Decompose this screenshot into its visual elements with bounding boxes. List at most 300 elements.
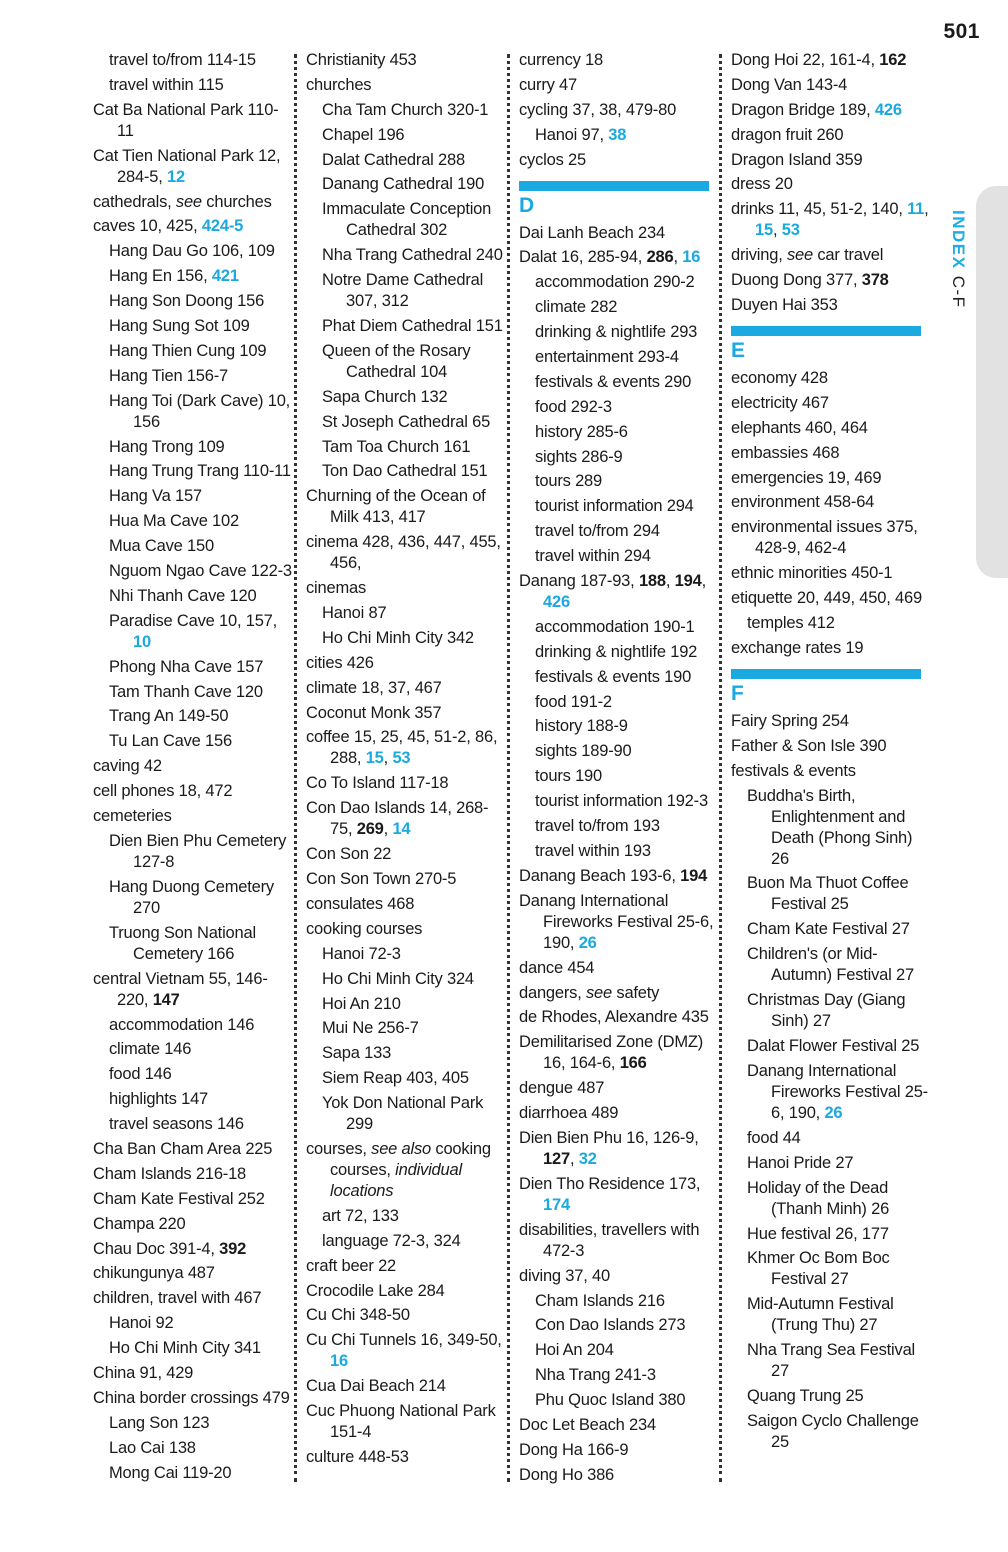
photo-page-ref: 26 [578, 933, 597, 952]
map-page-ref: 188 [638, 572, 666, 591]
entry-text: culture 448-53 [306, 1447, 409, 1466]
index-entry [306, 703, 506, 724]
map-page-ref: 392 [219, 1239, 247, 1258]
entry-text: Duong Dong 377, [731, 271, 862, 290]
entry-text: food 146 [109, 1065, 172, 1084]
entry-text: Mui Ne 256-7 [322, 1019, 419, 1038]
index-subentry [93, 486, 293, 507]
index-entry [306, 727, 506, 769]
entry-text: drinking & nightlife 293 [535, 323, 698, 342]
index-entry [731, 418, 931, 439]
entry-text: Dalat Flower Festival 25 [747, 1037, 920, 1056]
entry-text: Phong Nha Cave 157 [109, 657, 264, 676]
entry-text: festivals & events 190 [535, 667, 692, 686]
entry-text: cycling 37, 38, 479-80 [519, 100, 677, 119]
photo-page-ref: 174 [543, 1195, 570, 1214]
entry-text: Christianity 453 [306, 51, 417, 69]
index-subentry [519, 791, 719, 812]
entry-text: travel within 193 [535, 841, 651, 860]
index-subentry [306, 461, 506, 482]
entry-text: Danang Beach 193-6, [519, 866, 681, 885]
entry-text: Mid-Autumn Festival (Trung Thu) 27 [747, 1295, 894, 1335]
entry-text: de Rhodes, Alexandre 435 [519, 1008, 709, 1027]
entry-text: Coconut Monk 357 [306, 703, 442, 722]
entry-text: sights 189-90 [535, 742, 632, 761]
index-subentry [306, 174, 506, 195]
entry-text: Dalat 16, 285-94, [519, 248, 647, 267]
entry-text: Children's (or Mid-Autumn) Festival 27 [747, 945, 914, 985]
entry-text: Hang Trong 109 [109, 437, 225, 456]
index-entry [519, 75, 719, 96]
entry-text: Trang An 149-50 [109, 707, 229, 726]
index-subentry [93, 291, 293, 312]
map-page-ref: 166 [619, 1054, 647, 1073]
index-side-tab [976, 186, 1008, 578]
entry-text: Khmer Oc Bom Boc Festival 27 [747, 1249, 890, 1289]
entry-text: cinemas [306, 579, 367, 598]
index-subentry [731, 990, 931, 1032]
column-divider [719, 54, 722, 1482]
entry-text: Queen of the Rosary Cathedral 104 [322, 341, 471, 381]
entry-text: children, travel with 467 [93, 1289, 262, 1308]
index-subentry [519, 816, 719, 837]
index-entry [306, 532, 506, 574]
map-page-ref: 147 [152, 990, 180, 1009]
entry-text: Phu Quoc Island 380 [535, 1391, 686, 1410]
index-subentry [519, 496, 719, 517]
entry-text: dangers, [519, 983, 586, 1002]
entry-text: Con Son Town 270-5 [306, 870, 457, 889]
index-subentry [306, 341, 506, 383]
index-entry [731, 711, 931, 732]
entry-text: Hang Sung Sot 109 [109, 317, 250, 336]
index-subentry [519, 841, 719, 862]
index-entry [306, 1401, 506, 1443]
index-entry [731, 393, 931, 414]
index-subentry [306, 628, 506, 649]
entry-text: travel to/from 294 [535, 522, 660, 541]
photo-page-ref: 16 [330, 1352, 348, 1371]
entry-text: Tam Thanh Cave 120 [109, 682, 263, 701]
index-entry [519, 1266, 719, 1287]
index-subentry [306, 316, 506, 337]
entry-text: exchange rates 19 [731, 638, 864, 657]
entry-text: Chau Doc 391-4, [93, 1239, 220, 1258]
map-page-ref: 378 [861, 271, 889, 290]
entry-text: tours 289 [535, 472, 602, 491]
index-subentry [731, 786, 931, 870]
photo-page-ref: 421 [211, 267, 239, 286]
entry-text: central Vietnam 55, 146-220, [93, 969, 268, 1009]
index-subentry [93, 511, 293, 532]
entry-text: Nhi Thanh Cave 120 [109, 586, 257, 605]
index-subentry [306, 245, 506, 266]
entry-text: Cu Chi 348-50 [306, 1306, 410, 1325]
entry-text: driving, [731, 246, 787, 265]
index-subentry [731, 944, 931, 986]
cross-ref-text: see [786, 246, 813, 265]
letter-range-label: C-F [949, 275, 968, 309]
entry-text: Tu Lan Cave 156 [109, 732, 232, 751]
entry-text: etiquette 20, 449, 450, 469 [731, 589, 922, 608]
index-entry [731, 125, 931, 146]
index-subentry [519, 125, 719, 146]
entry-text: Paradise Cave 10, 157, [109, 611, 278, 630]
entry-text: Hang Dau Go 106, 109 [109, 242, 275, 261]
entry-text: accommodation 146 [109, 1015, 255, 1034]
index-entry [731, 270, 931, 291]
entry-text: Hang Son Doong 156 [109, 292, 265, 311]
index-entry [731, 50, 931, 71]
index-entry [519, 247, 719, 268]
index-entry [731, 75, 931, 96]
index-entry [306, 75, 506, 96]
index-entry [306, 1376, 506, 1397]
entry-text: Hanoi 72-3 [322, 944, 401, 963]
entry-text: food 191-2 [535, 692, 612, 711]
entry-text: diarrhoea 489 [519, 1104, 619, 1123]
index-subentry [519, 372, 719, 393]
entry-text: travel to/from 193 [535, 817, 660, 836]
index-entry [93, 969, 293, 1011]
entry-text: Mua Cave 150 [109, 537, 214, 556]
entry-text: language 72-3, 324 [322, 1231, 461, 1250]
index-entry [519, 1220, 719, 1262]
photo-page-ref: 53 [781, 221, 800, 240]
index-subentry [93, 877, 293, 919]
index-subentry [519, 347, 719, 368]
entry-text: Ho Chi Minh City 341 [109, 1339, 261, 1358]
index-subentry [731, 873, 931, 915]
index-subentry [306, 1018, 506, 1039]
index-subentry [519, 471, 719, 492]
entry-text: Hanoi Pride 27 [747, 1153, 854, 1172]
entry-text: cooking courses [306, 919, 423, 938]
index-column-4 [731, 50, 931, 1457]
index-entry [306, 1305, 506, 1326]
index-subentry [93, 561, 293, 582]
entry-text: travel within 115 [109, 75, 224, 94]
index-subentry [93, 1114, 293, 1135]
entry-text: Yok Don National Park 299 [322, 1094, 484, 1134]
entry-text: Danang International Fireworks Festival 25-6, 190, [747, 1061, 928, 1122]
photo-page-ref: 426 [874, 100, 902, 119]
index-column-2 [306, 50, 506, 1472]
index-subentry [519, 1340, 719, 1361]
entry-text: Hoi An 204 [535, 1341, 614, 1360]
entry-text: China 91, 429 [93, 1363, 194, 1382]
entry-text: coffee 15, 25, 45, 51-2, 86, 288, [306, 728, 498, 768]
index-entry [519, 958, 719, 979]
entry-text: climate 18, 37, 467 [306, 678, 442, 697]
entry-text: elephants 460, 464 [731, 418, 868, 437]
entry-text: , [673, 248, 683, 267]
entry-text: diving 37, 40 [519, 1266, 610, 1285]
entry-text: accommodation 290-2 [535, 273, 695, 292]
index-subentry [93, 1015, 293, 1036]
entry-text: cell phones 18, 472 [93, 782, 233, 801]
entry-text: travel seasons 146 [109, 1115, 244, 1134]
index-subentry [731, 1128, 931, 1149]
photo-page-ref: 12 [166, 167, 185, 186]
index-subentry [519, 447, 719, 468]
entry-text: Co To Island 117-18 [306, 774, 449, 793]
index-entry [731, 295, 931, 316]
index-subentry [93, 1089, 293, 1110]
index-subentry [519, 1315, 719, 1336]
entry-text: curry 47 [519, 75, 578, 94]
index-subentry [93, 706, 293, 727]
index-subentry [93, 923, 293, 965]
entry-text: consulates 468 [306, 894, 415, 913]
index-subentry [519, 397, 719, 418]
entry-text: caving 42 [93, 757, 162, 776]
index-entry [93, 216, 293, 237]
entry-text: Hang Va 157 [109, 487, 202, 506]
index-entry [306, 798, 506, 840]
index-entry [93, 1239, 293, 1260]
index-subentry [306, 603, 506, 624]
section-letter: F [731, 681, 744, 705]
index-entry [93, 1263, 293, 1284]
entry-text: Cha Ban Cham Area 225 [93, 1139, 273, 1158]
entry-text: Quang Trung 25 [747, 1387, 864, 1406]
map-page-ref: 127 [543, 1149, 570, 1168]
entry-text: Crocodile Lake 284 [306, 1281, 445, 1300]
entry-text: Buon Ma Thuot Coffee Festival 25 [747, 874, 909, 914]
index-entry [731, 638, 931, 659]
entry-text: travel within 294 [535, 547, 651, 566]
entry-text: Phat Diem Cathedral 151 [322, 317, 503, 336]
entry-text: Dragon Bridge 189, [731, 100, 875, 119]
index-entry [93, 1214, 293, 1235]
entry-text: courses, [306, 1139, 372, 1158]
index-subentry [731, 1061, 931, 1124]
photo-page-ref: 38 [608, 125, 627, 144]
index-entry [519, 1103, 719, 1124]
index-subentry [93, 611, 293, 653]
index-subentry [731, 1036, 931, 1057]
entry-text: drinks 11, 45, 51-2, 140, [731, 200, 908, 219]
entry-text: Immaculate Conception Cathedral 302 [322, 200, 492, 240]
index-subentry [93, 341, 293, 362]
entry-text: Cha Tam Church 320-1 [322, 100, 489, 119]
index-subentry [306, 125, 506, 146]
index-entry [519, 150, 719, 171]
entry-text: Siem Reap 403, 405 [322, 1069, 469, 1088]
index-subentry [93, 437, 293, 458]
entry-text: food 44 [747, 1128, 801, 1147]
index-subentry [519, 667, 719, 688]
entry-text: tourist information 192-3 [535, 792, 708, 811]
index-entry [731, 761, 931, 782]
index-subentry [93, 1438, 293, 1459]
entry-text: Cham Islands 216 [535, 1291, 665, 1310]
index-entry [306, 1139, 506, 1202]
entry-text: Cat Ba National Park 110-11 [93, 100, 279, 140]
entry-text: Cu Chi Tunnels 16, 349-50, [306, 1331, 502, 1350]
entry-text: Churning of the Ocean of Milk 413, 417 [306, 487, 486, 527]
entry-text: , [701, 572, 706, 591]
entry-text: tours 190 [535, 767, 602, 786]
index-entry [306, 1447, 506, 1468]
entry-text: entertainment 293-4 [535, 348, 679, 367]
index-entry [519, 866, 719, 887]
entry-text: caves 10, 425, [93, 217, 202, 236]
index-entry [519, 1465, 719, 1486]
index-subentry [519, 546, 719, 567]
entry-text: Nguom Ngao Cave 122-3 [109, 562, 292, 581]
index-subentry [731, 1294, 931, 1336]
entry-text: craft beer 22 [306, 1256, 397, 1275]
entry-text: emergencies 19, 469 [731, 468, 882, 487]
photo-page-ref: 26 [824, 1103, 843, 1122]
entry-text: highlights 147 [109, 1090, 209, 1109]
entry-text: , [383, 749, 393, 768]
index-subentry [93, 1463, 293, 1484]
index-entry [306, 773, 506, 794]
map-page-ref: 269 [356, 820, 384, 839]
entry-text: Hang Tien 156-7 [109, 366, 229, 385]
index-subentry [93, 1413, 293, 1434]
section-letter: E [731, 339, 746, 363]
entry-text: disabilities, travellers with 472-3 [519, 1220, 700, 1260]
index-subentry [731, 613, 931, 634]
index-entry [93, 1388, 293, 1409]
index-entry [519, 1415, 719, 1436]
entry-text: Dong Ho 386 [519, 1465, 615, 1484]
index-entry [93, 756, 293, 777]
entry-text: St Joseph Cathedral 65 [322, 412, 491, 431]
entry-text: , [383, 820, 393, 839]
index-subentry [731, 1340, 931, 1382]
index-subentry [306, 1093, 506, 1135]
entry-text: China border crossings 479 [93, 1388, 290, 1407]
index-entry [731, 736, 931, 757]
entry-text: car travel [813, 246, 884, 265]
index-entry [519, 100, 719, 121]
entry-text: Notre Dame Cathedral 307, 312 [322, 271, 484, 311]
entry-text: history 285-6 [535, 422, 628, 441]
entry-text: accommodation 190-1 [535, 617, 695, 636]
index-entry [306, 578, 506, 599]
entry-text: Holiday of the Dead (Thanh Minh) 26 [747, 1178, 890, 1218]
index-entry [93, 100, 293, 142]
index-entry [519, 1007, 719, 1028]
entry-text: Hang Toi (Dark Cave) 10, 156 [109, 391, 291, 431]
index-entry [93, 146, 293, 188]
section-header [731, 326, 931, 364]
entry-text: Cham Kate Festival 252 [93, 1189, 265, 1208]
entry-text: festivals & events 290 [535, 372, 692, 391]
section-bar [731, 669, 921, 679]
index-subentry [93, 316, 293, 337]
index-entry [519, 983, 719, 1004]
entry-text: Ton Dao Cathedral 151 [322, 462, 488, 481]
index-entry [731, 174, 931, 195]
entry-text: , [569, 1149, 579, 1168]
index-entry [93, 806, 293, 827]
entry-text: cities 426 [306, 653, 374, 672]
entry-text: Hanoi 97, [535, 125, 609, 144]
entry-text: economy 428 [731, 369, 828, 388]
section-header [519, 181, 719, 219]
index-subentry [93, 75, 293, 96]
entry-text: Fairy Spring 254 [731, 711, 849, 730]
index-entry [731, 199, 931, 241]
entry-text: festivals & events [731, 761, 856, 780]
index-entry [93, 1139, 293, 1160]
index-subentry [306, 944, 506, 965]
section-bar [519, 181, 709, 191]
index-subentry [519, 322, 719, 343]
index-entry [93, 1164, 293, 1185]
entry-text: Sapa Church 132 [322, 387, 448, 406]
column-divider [507, 54, 510, 1482]
index-entry [93, 1288, 293, 1309]
photo-page-ref: 53 [392, 749, 411, 768]
index-entry [306, 486, 506, 528]
entry-text: environmental issues 375, 428-9, 462-4 [731, 518, 918, 558]
index-subentry [519, 617, 719, 638]
entry-text: Hang Thien Cung 109 [109, 341, 267, 360]
index-entry [519, 50, 719, 71]
entry-text: Nha Trang 241-3 [535, 1366, 656, 1385]
index-subentry [93, 682, 293, 703]
entry-text: Christmas Day (Giang Sinh) 27 [747, 991, 906, 1031]
index-subentry [519, 692, 719, 713]
entry-text: Chapel 196 [322, 125, 405, 144]
entry-text: Hang Duong Cemetery 270 [109, 877, 274, 917]
map-page-ref: 162 [879, 51, 907, 69]
entry-text: Hoi An 210 [322, 994, 401, 1013]
index-entry [731, 245, 931, 266]
entry-text: Con Son 22 [306, 845, 392, 864]
index-subentry [93, 1313, 293, 1334]
photo-page-ref: 424-5 [201, 217, 244, 236]
entry-text: Buddha's Birth, Enlightenment and Death (Phong Sinh) 26 [747, 786, 913, 868]
index-subentry [519, 741, 719, 762]
entry-text: churches [201, 192, 272, 211]
entry-text: Hua Ma Cave 102 [109, 512, 239, 531]
index-entry [731, 563, 931, 584]
cross-ref-text: individual locations [330, 1160, 462, 1200]
index-subentry [519, 642, 719, 663]
index-subentry [306, 1043, 506, 1064]
index-entry [306, 50, 506, 71]
photo-page-ref: 16 [682, 248, 701, 267]
entry-text: , [924, 200, 929, 219]
index-entry [731, 492, 931, 513]
index-entry [306, 919, 506, 940]
entry-text: Danang Cathedral 190 [322, 175, 485, 194]
index-subentry [93, 1039, 293, 1060]
index-column-1 [93, 50, 293, 1487]
index-subentry [93, 586, 293, 607]
entry-text: environment 458-64 [731, 493, 875, 512]
entry-text: dance 454 [519, 958, 595, 977]
index-subentry [306, 199, 506, 241]
entry-text: Saigon Cyclo Challenge 25 [747, 1411, 919, 1451]
index-subentry [731, 1411, 931, 1453]
entry-text: Hanoi 92 [109, 1314, 174, 1333]
index-subentry [93, 1338, 293, 1359]
index-entry [93, 192, 293, 213]
entry-text: , [772, 221, 782, 240]
entry-text: Hang Trung Trang 110-11 [109, 462, 291, 481]
index-entry [93, 1189, 293, 1210]
index-subentry [306, 387, 506, 408]
